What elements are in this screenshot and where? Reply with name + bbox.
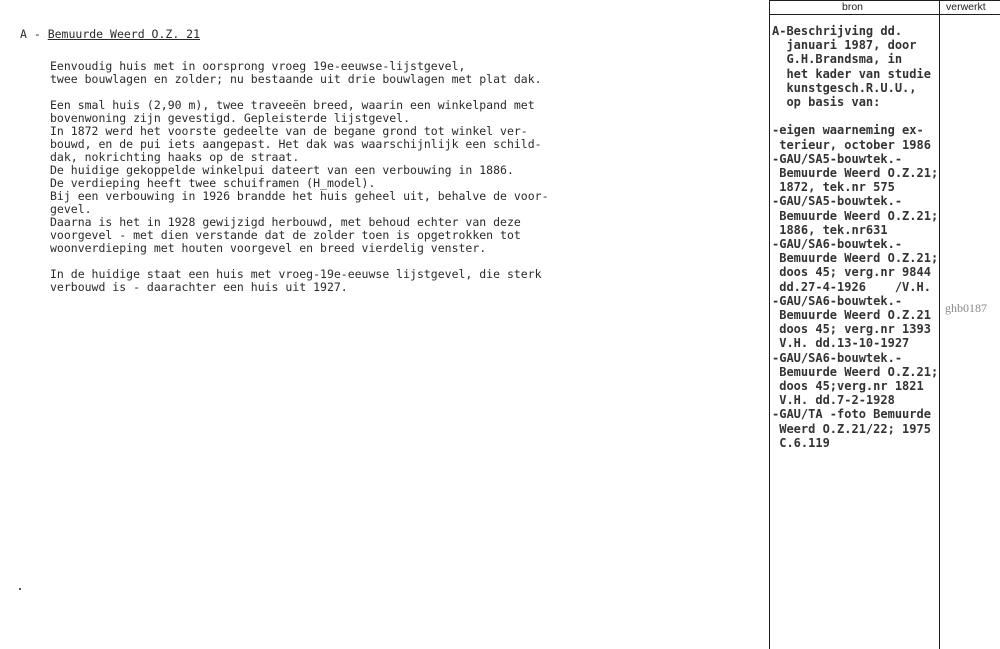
bron-line: 1886, tek.nr631 — [772, 222, 888, 237]
body-line: Daarna is het in 1928 gewijzigd herbouwd, met behoud echter van deze — [50, 215, 521, 229]
bron-line: kunstgesch.R.U.U., — [772, 80, 917, 95]
bron-line: doos 45; verg.nr 9844 — [772, 265, 931, 280]
column-header-bron: bron — [842, 1, 864, 13]
bron-line: C.6.119 — [772, 435, 830, 450]
body-line: gevel. — [50, 202, 92, 216]
table-left-rule — [769, 0, 770, 649]
bron-line: -GAU/TA -foto Bemuurde — [772, 407, 931, 422]
heading-title: Bemuurde Weerd O.Z. 21 — [47, 27, 201, 41]
bron-line: doos 45; verg.nr 1393 — [772, 322, 931, 337]
bron-line: -GAU/SA5-bouwtek.- — [772, 194, 903, 209]
body-line: De huidige gekoppelde winkelpui dateert van een verbouwing in 1886. — [50, 163, 514, 177]
bron-line: -GAU/SA6-bouwtek.- — [772, 350, 903, 365]
bron-line: Bemuurde Weerd O.Z.21; — [772, 251, 939, 266]
bron-line — [772, 109, 938, 123]
description-body — [50, 60, 549, 294]
bron-line: op basis van: — [772, 95, 881, 110]
heading-prefix: A - — [20, 27, 48, 41]
body-line: Een smal huis (2,90 m), twee traveeën breed, waarin een winkelpand met — [50, 98, 535, 112]
body-line: twee bouwlagen en zolder; nu bestaande uit drie bouwlagen met plat dak. — [50, 72, 542, 86]
body-line: In 1872 werd het voorste gedeelte van de begane grond tot winkel ver- — [50, 124, 528, 138]
bron-line: januari 1987, door — [772, 38, 917, 53]
bron-line: Bemuurde Weerd O.Z.21; — [772, 364, 939, 379]
bron-line: G.H.Brandsma, in — [772, 52, 903, 67]
bron-line: -GAU/SA6-bouwtek.- — [772, 237, 903, 252]
bron-line: V.H. dd.13-10-1927 — [772, 336, 910, 351]
bron-line: A-Beschrijving dd. — [772, 24, 903, 38]
body-line: bouwd, en de pui iets aangepast. Het dak was waarschijnlijk een schild- — [50, 137, 542, 151]
verwerkt-code: ghb0187 — [945, 301, 987, 315]
table-header-rule — [769, 14, 1000, 15]
bron-line: dd.27-4-1926 /V.H. — [772, 279, 931, 294]
bron-line: Weerd O.Z.21/22; 1975 — [772, 421, 931, 436]
body-line: In de huidige staat een huis met vroeg-19e-eeuwse lijstgevel, die sterk — [50, 267, 542, 281]
body-line: De verdieping heeft twee schuiframen (H_model). — [50, 176, 376, 190]
body-line: verbouwd is - daarachter een huis uit 1927. — [50, 280, 348, 294]
column-header-verwerkt: verwerkt — [946, 1, 986, 13]
stray-mark — [19, 588, 21, 590]
body-line: bovenwoning zijn gevestigd. Gepleisterde lijstgevel. — [50, 111, 411, 125]
bron-line: doos 45;verg.nr 1821 — [772, 379, 924, 394]
body-line: voorgevel - met dien verstande dat de zolder toen is opgetrokken tot — [50, 228, 521, 242]
bron-line: V.H. dd.7-2-1928 — [772, 393, 895, 408]
body-line: Eenvoudig huis met in oorsprong vroeg 19e-eeuwse-lijstgevel, — [50, 59, 466, 73]
bron-line: -GAU/SA5-bouwtek.- — [772, 151, 903, 166]
bron-line: 1872, tek.nr 575 — [772, 180, 895, 195]
table-column-divider — [939, 0, 940, 649]
bron-line: Bemuurde Weerd O.Z.21; — [772, 208, 939, 223]
body-line: Bij een verbouwing in 1926 brandde het huis geheel uit, behalve de voor- — [50, 189, 549, 203]
bron-line: -eigen waarneming ex- — [772, 123, 924, 138]
bron-line: -GAU/SA6-bouwtek.- — [772, 293, 903, 308]
body-line: woonverdieping met houten voorgevel en breed vierdelig venster. — [50, 241, 487, 255]
bron-column — [772, 24, 938, 450]
bron-line: Bemuurde Weerd O.Z.21 — [772, 308, 931, 323]
bron-line: Bemuurde Weerd O.Z.21; — [772, 166, 939, 181]
bron-line: het kader van studie — [772, 66, 931, 81]
document-heading — [20, 28, 200, 41]
bron-line: terieur, october 1986 — [772, 137, 931, 152]
body-line: dak, nokrichting haaks op de straat. — [50, 150, 300, 164]
